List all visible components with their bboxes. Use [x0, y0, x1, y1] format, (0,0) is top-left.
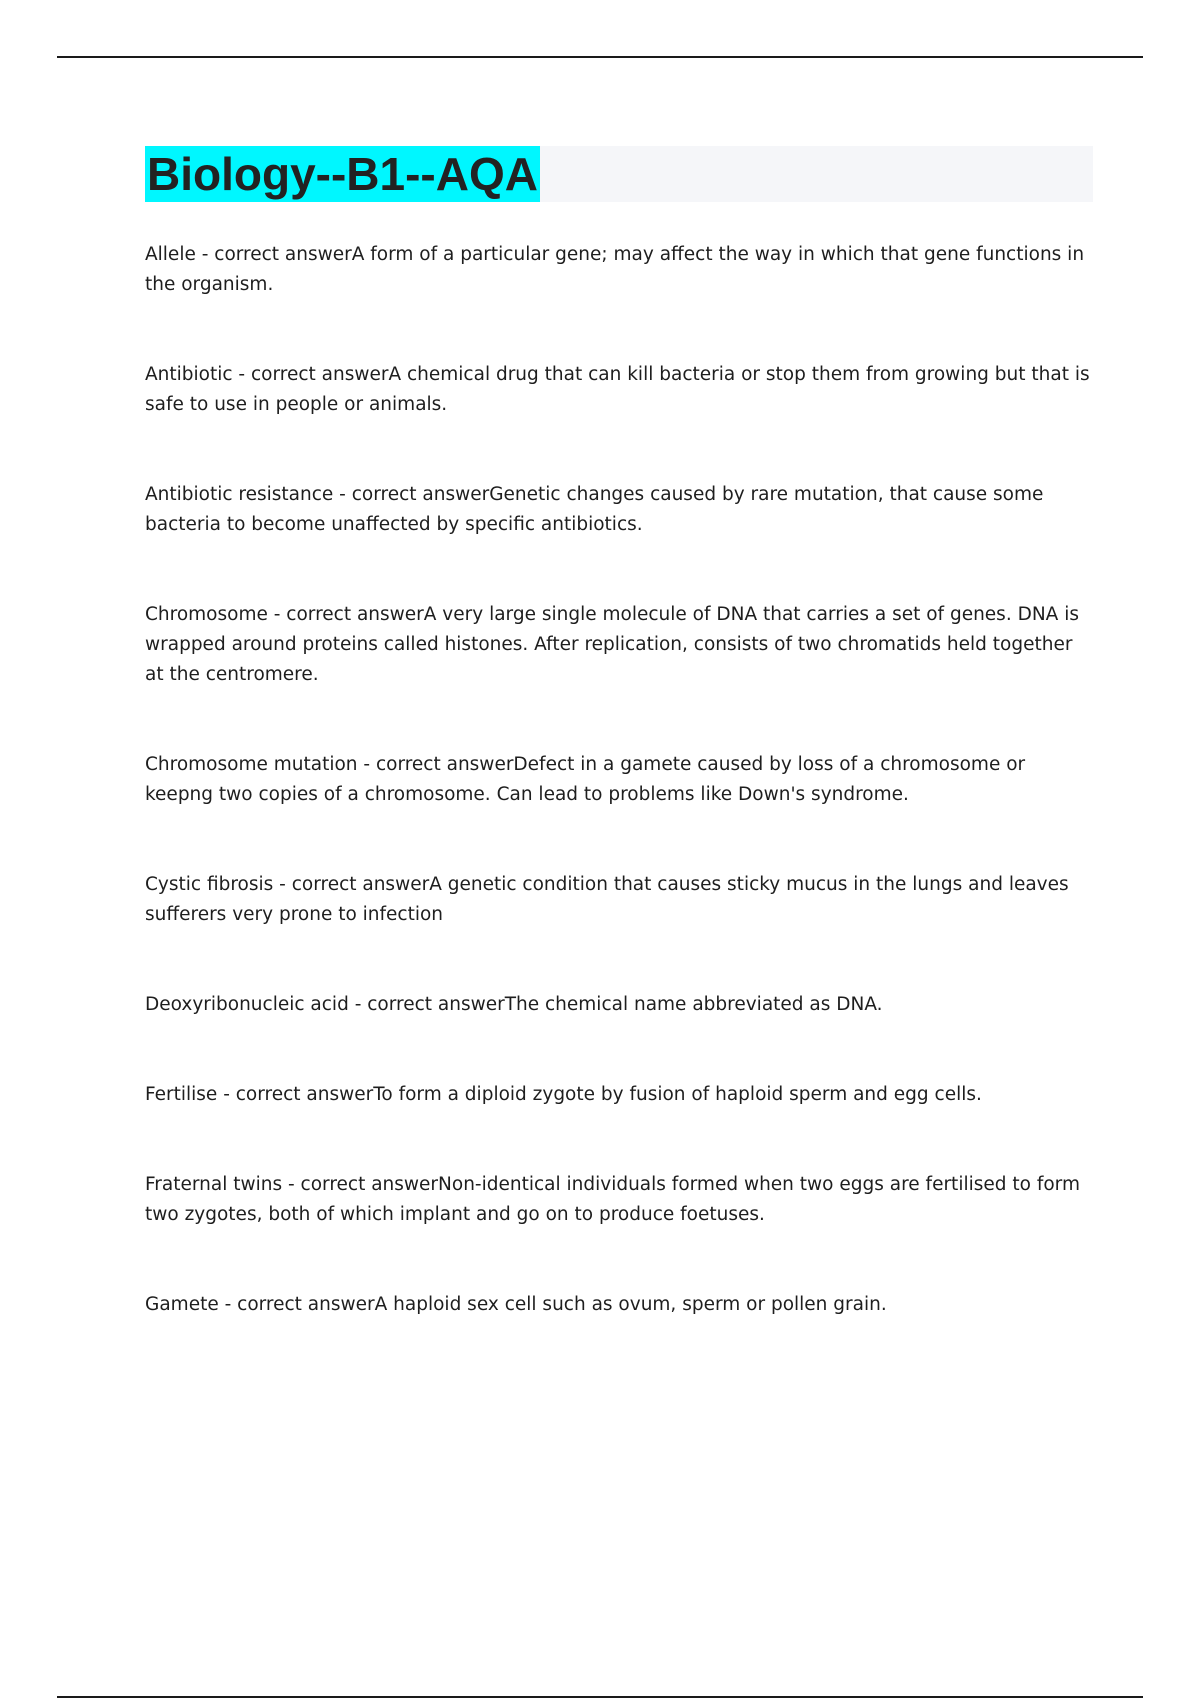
- flashcard-entry: Allele - correct answerA form of a particular gene; may affect the way in which that gene functions in the organism.: [145, 244, 1085, 295]
- flashcard-entry: Fertilise - correct answerTo form a diploid zygote by fusion of haploid sperm and egg cells.: [145, 1084, 982, 1105]
- flashcard-entry: Antibiotic resistance - correct answerGenetic changes caused by rare mutation, that cause some bacteria to become unaffected by specific antibiotics.: [145, 484, 1044, 535]
- header-rule: [57, 56, 1143, 58]
- flashcard-entry: Deoxyribonucleic acid - correct answerThe chemical name abbreviated as DNA.: [145, 994, 883, 1015]
- document-title: Biology--B1--AQA: [147, 148, 538, 200]
- flashcard-entry: Gamete - correct answerA haploid sex cell such as ovum, sperm or pollen grain.: [145, 1294, 887, 1315]
- flashcard-entry: Chromosome - correct answerA very large single molecule of DNA that carries a set of genes. DNA is wrapped around proteins called histones. After replication, consists of two chromatids held together at the centromere.: [145, 604, 1079, 685]
- flashcard-entry: Chromosome mutation - correct answerDefect in a gamete caused by loss of a chromosome or keepng two copies of a chromosome. Can lead to problems like Down's syndrome.: [145, 754, 1026, 805]
- flashcard-entry: Antibiotic - correct answerA chemical drug that can kill bacteria or stop them from growing but that is safe to use in people or animals.: [145, 364, 1090, 415]
- flashcard-entry: Cystic fibrosis - correct answerA genetic condition that causes sticky mucus in the lungs and leaves sufferers very prone to infection: [145, 874, 1069, 925]
- footer-rule: [57, 1696, 1143, 1698]
- flashcard-list: [145, 240, 1093, 1380]
- flashcard-entry: Fraternal twins - correct answerNon-identical individuals formed when two eggs are fertilised to form two zygotes, both of which implant and go on to produce foetuses.: [145, 1174, 1080, 1225]
